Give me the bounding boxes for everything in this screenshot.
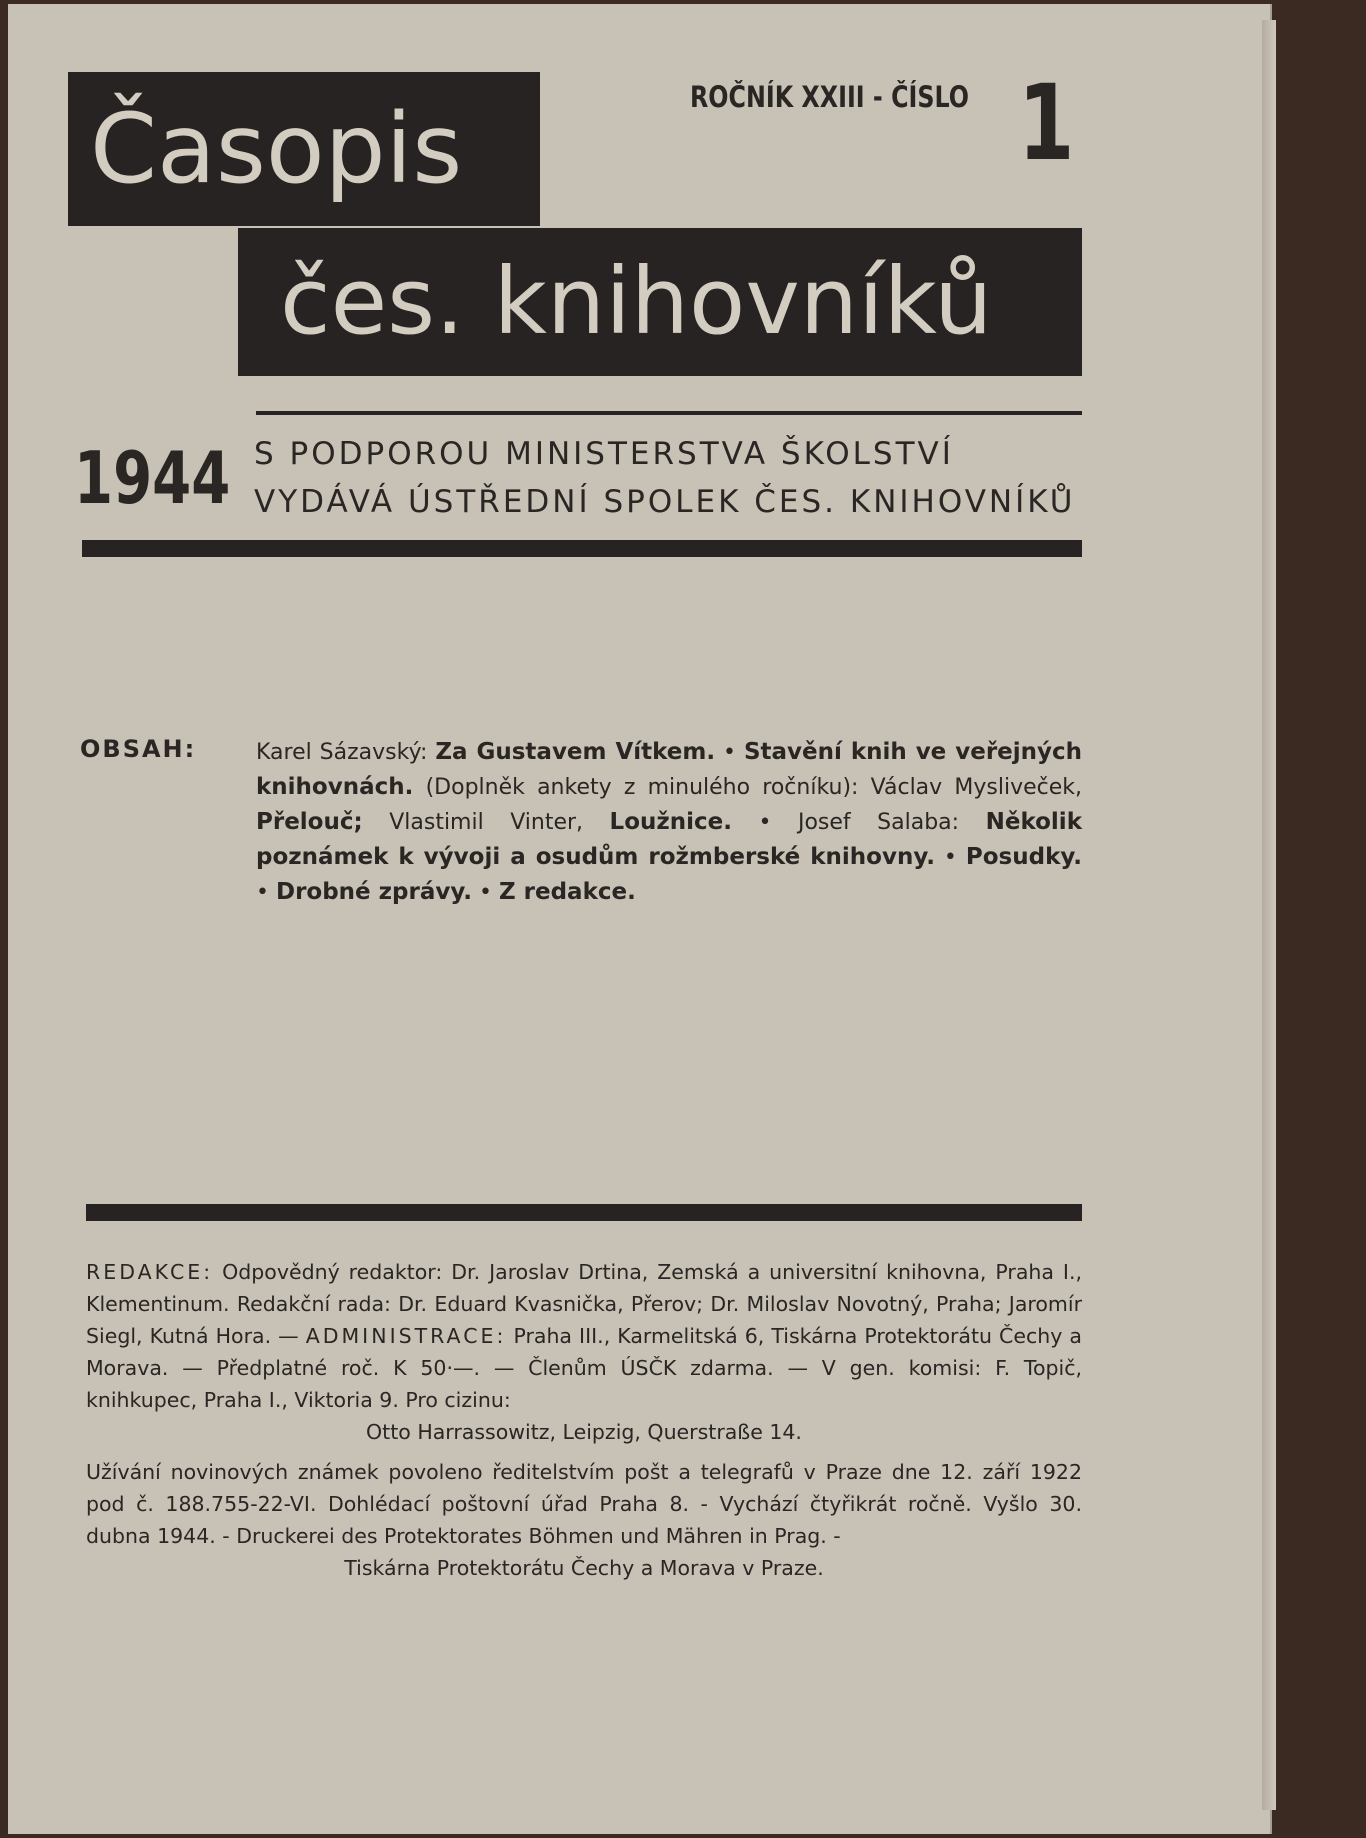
volume-label: ROČNÍK XXIII - ČÍSLO — [690, 80, 970, 114]
contents-label: OBSAH: — [80, 735, 197, 763]
year: 1944 — [74, 436, 231, 520]
publisher-line-1: S PODPOROU MINISTERSTVA ŠKOLSTVÍ — [254, 436, 954, 472]
administrace-label: ADMINISTRACE: — [305, 1324, 507, 1348]
issue-number: 1 — [1018, 62, 1075, 184]
publisher-line-2: VYDÁVÁ ÚSTŘEDNÍ SPOLEK ČES. KNIHOVNÍKŮ — [254, 484, 1076, 520]
thick-rule-top — [82, 540, 1082, 557]
imprint-block: Užívání novinových známek povoleno ředitelstvím pošt a telegrafů v Praze dne 12. září 1922 pod č. 188.755-22-VI. Dohlédací poštovní úřad Praha 8. - Vychází čtyřikrát ročně. Vyšlo 30. dubna 1944. - Druckerei des Protektorates Böhmen und Mähren in Prag. - Tiskárna Protektorátu Čechy a Morava v Praze. — [86, 1460, 1082, 1580]
redakce-label: REDAKCE: — [86, 1260, 214, 1284]
editorial-block: REDAKCE: Odpovědný redaktor: Dr. Jaroslav Drtina, Zemská a universitní knihovna, Praha I., Klementinum. Redakční rada: Dr. Eduard Kvasnička, Přerov; Dr. Miloslav Novotný, Praha; Jaromír Siegl, Kutná Hora. — ADMINISTRACE: Praha III., Karmelitská 6, Tiskárna Protektorátu Čechy a Morava. — Předplatné roč. K 50·—. — Členům ÚSČK zdarma. — V gen. komisi: F. Topič, knihkupec, Praha I., Viktoria 9. Pro cizinu: Otto Harrassowitz, Leipzig, Querstraße 14. — [86, 1260, 1082, 1444]
page-edge — [1262, 20, 1276, 1810]
thick-rule-bottom — [86, 1204, 1082, 1221]
top-thin-rule — [256, 411, 1082, 415]
contents-text: Karel Sázavský: Za Gustavem Vítkem. • Stavění knih ve veřejných knihovnách. (Doplněk ankety z minulého ročníku): Václav Mysliveček, Přelouč; Vlastimil Vinter, Loužnice. • Josef Salaba: Několik poznámek k vývoji a osudům rožmberské knihovny. • Posudky. • Drobné zprávy. • Z redakce. — [256, 739, 1083, 905]
title-line-2: čes. knihovníků — [238, 228, 1082, 376]
title-line-1: Časopis — [68, 72, 540, 226]
